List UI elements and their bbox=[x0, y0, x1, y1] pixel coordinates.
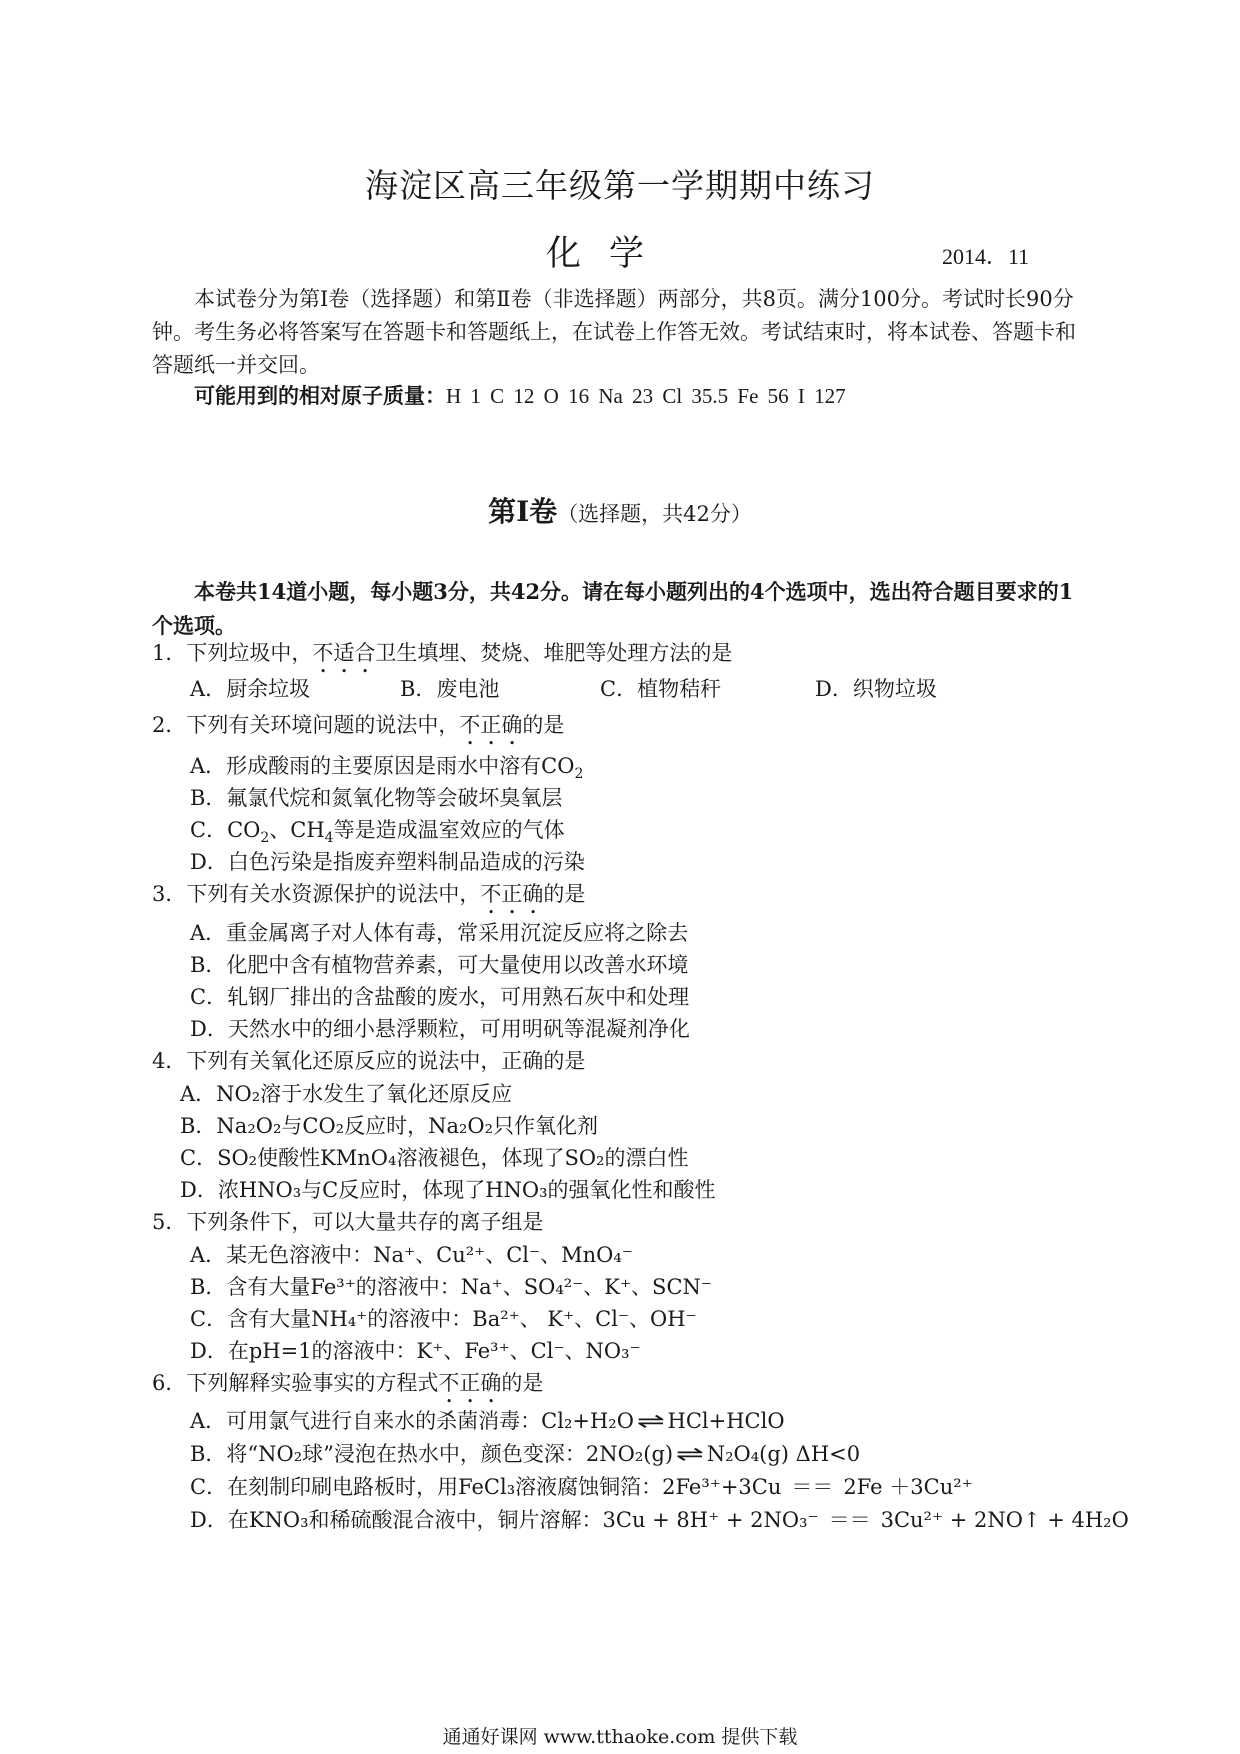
question-number: 1． bbox=[152, 641, 187, 665]
exam-title: 海淀区高三年级第一学期期中练习 bbox=[365, 166, 875, 205]
question-5 bbox=[152, 1206, 543, 1236]
option-6c bbox=[190, 1471, 973, 1501]
equilibrium-arrow-icon: ⇌ bbox=[636, 1409, 665, 1433]
option-1d: D．织物垃圾 bbox=[815, 677, 937, 701]
emphasized-text: 不正确 bbox=[459, 713, 523, 737]
option-1b: B．废电池 bbox=[400, 677, 500, 701]
subject-title: 化学 bbox=[546, 234, 673, 274]
question-1 bbox=[152, 637, 732, 678]
instruction-text: 本卷共14道小题，每小题3分，共42分。请在每小题列出的4个选项中，选出符合题目要求的1个选项。 bbox=[152, 579, 1074, 638]
option-6d bbox=[190, 1504, 1129, 1534]
equals-sign-icon: ＝＝ bbox=[791, 1475, 834, 1499]
section-subtitle: （选择题，共42分） bbox=[557, 502, 752, 526]
section-title: 第Ⅰ卷 bbox=[488, 495, 558, 528]
option-4c: C．SO₂使酸性KMnO₄溶液褪色，体现了SO₂的漂白性 bbox=[180, 1146, 689, 1170]
question-text: 下列有关氧化还原反应的说法中，正确的是 bbox=[186, 1049, 586, 1073]
page-footer: 通通好课网 www.tthaoke.com 提供下载 bbox=[442, 1726, 798, 1748]
subscript: 2 bbox=[260, 830, 270, 847]
question-2 bbox=[152, 709, 564, 750]
question-text: 下列解释实验事实的方程式 bbox=[186, 1371, 439, 1395]
option-2a bbox=[190, 750, 583, 782]
question-text: 的是 bbox=[522, 713, 565, 737]
question-text: 下列有关水资源保护的说法中， bbox=[186, 882, 481, 906]
emphasized-text: 不正确 bbox=[438, 1371, 502, 1395]
question-text: 下列垃圾中， bbox=[186, 641, 313, 665]
question-number: 4． bbox=[152, 1049, 187, 1073]
option-5d: D．在pH=1的溶液中：K⁺、Fe³⁺、Cl⁻、NO₃⁻ bbox=[190, 1339, 641, 1363]
option-text: C．CO bbox=[190, 818, 261, 842]
option-1a: A．厨余垃圾 bbox=[190, 677, 311, 701]
exam-intro bbox=[152, 283, 1087, 382]
equation-left: C．在刻制印刷电路板时，用FeCl₃溶液腐蚀铜箔：2Fe³⁺+3Cu bbox=[190, 1475, 782, 1499]
option-2b: B．氟氯代烷和氮氧化物等会破坏臭氧层 bbox=[190, 786, 563, 810]
option-1c: C．植物秸秆 bbox=[600, 677, 722, 701]
exam-date: 2014．11 bbox=[942, 244, 1030, 269]
emphasized-text: 不适合 bbox=[312, 641, 376, 665]
question-text: 下列有关环境问题的说法中， bbox=[186, 713, 460, 737]
option-text: A．形成酸雨的主要原因是雨水中溶有CO bbox=[190, 754, 575, 778]
question-number: 5． bbox=[152, 1210, 187, 1234]
section-instruction bbox=[152, 575, 1087, 643]
equation-left: B．将“NO₂球”浸泡在热水中，颜色变深：2NO₂(g) bbox=[190, 1442, 674, 1466]
equation-right: 2Fe ＋3Cu²⁺ bbox=[843, 1475, 973, 1499]
option-4b: B．Na₂O₂与CO₂反应时，Na₂O₂只作氧化剂 bbox=[180, 1114, 599, 1138]
equation-left: D．在KNO₃和稀硫酸混合液中，铜片溶解：3Cu + 8H⁺ + 2NO₃⁻ bbox=[190, 1508, 819, 1532]
question-number: 6． bbox=[152, 1371, 187, 1395]
equals-sign-icon: ＝＝ bbox=[828, 1508, 871, 1532]
option-2c bbox=[190, 814, 565, 846]
question-3 bbox=[152, 878, 585, 919]
option-5a: A．某无色溶液中：Na⁺、Cu²⁺、Cl⁻、MnO₄⁻ bbox=[190, 1243, 633, 1267]
subscript: 2 bbox=[574, 766, 584, 783]
option-text: 、CH bbox=[269, 818, 325, 842]
question-number: 3． bbox=[152, 882, 187, 906]
question-6 bbox=[152, 1367, 543, 1408]
section-heading bbox=[0, 490, 1240, 530]
emphasized-text: 不正确 bbox=[480, 882, 544, 906]
question-text: 卫生填埋、焚烧、堆肥等处理方法的是 bbox=[375, 641, 733, 665]
question-text: 的是 bbox=[543, 882, 586, 906]
option-3d: D．天然水中的细小悬浮颗粒，可用明矾等混凝剂净化 bbox=[190, 1017, 690, 1041]
equilibrium-arrow-icon: ⇌ bbox=[675, 1442, 705, 1466]
option-4d: D．浓HNO₃与C反应时，体现了HNO₃的强氧化性和酸性 bbox=[180, 1178, 716, 1202]
subscript: 4 bbox=[324, 830, 334, 847]
question-text: 的是 bbox=[501, 1371, 544, 1395]
option-2d: D．白色污染是指废弃塑料制品造成的污染 bbox=[190, 850, 585, 874]
option-text: 等是造成温室效应的气体 bbox=[333, 818, 565, 842]
option-6a bbox=[190, 1405, 785, 1435]
atomic-mass-values: H 1 C 12 O 16 Na 23 Cl 35.5 Fe 56 I 127 bbox=[446, 384, 846, 408]
equation-right: N₂O₄(g) ΔH<0 bbox=[706, 1442, 861, 1466]
equation-right: 3Cu²⁺ + 2NO↑ + 4H₂O bbox=[880, 1508, 1129, 1532]
option-3a: A．重金属离子对人体有毒，常采用沉淀反应将之除去 bbox=[190, 921, 689, 945]
option-6b bbox=[190, 1438, 860, 1468]
question-text: 下列条件下，可以大量共存的离子组是 bbox=[186, 1210, 544, 1234]
option-5b: B．含有大量Fe³⁺的溶液中：Na⁺、SO₄²⁻、K⁺、SCN⁻ bbox=[190, 1275, 712, 1299]
equation-left: A．可用氯气进行自来水的杀菌消毒：Cl₂+H₂O bbox=[190, 1409, 634, 1433]
equation-right: HCl+HClO bbox=[667, 1409, 785, 1433]
question-number: 2． bbox=[152, 713, 187, 737]
intro-paragraph: 本试卷分为第Ⅰ卷（选择题）和第Ⅱ卷（非选择题）两部分，共8页。满分100分。考试时长90分钟。考生务必将答案写在答题卡和答题纸上，在试卷上作答无效。考试结束时，将本试卷、答题卡和答题纸一并交回。 bbox=[152, 287, 1076, 377]
option-5c: C．含有大量NH₄⁺的溶液中：Ba²⁺、 K⁺、Cl⁻、OH⁻ bbox=[190, 1307, 697, 1331]
option-4a: A．NO₂溶于水发生了氧化还原反应 bbox=[180, 1082, 513, 1106]
option-3c: C．轧钢厂排出的含盐酸的废水，可用熟石灰中和处理 bbox=[190, 985, 690, 1009]
atomic-mass-line bbox=[194, 380, 846, 410]
option-3b: B．化肥中含有植物营养素，可大量使用以改善水环境 bbox=[190, 953, 689, 977]
atomic-mass-label: 可能用到的相对原子质量： bbox=[194, 383, 446, 408]
question-4 bbox=[152, 1045, 585, 1075]
